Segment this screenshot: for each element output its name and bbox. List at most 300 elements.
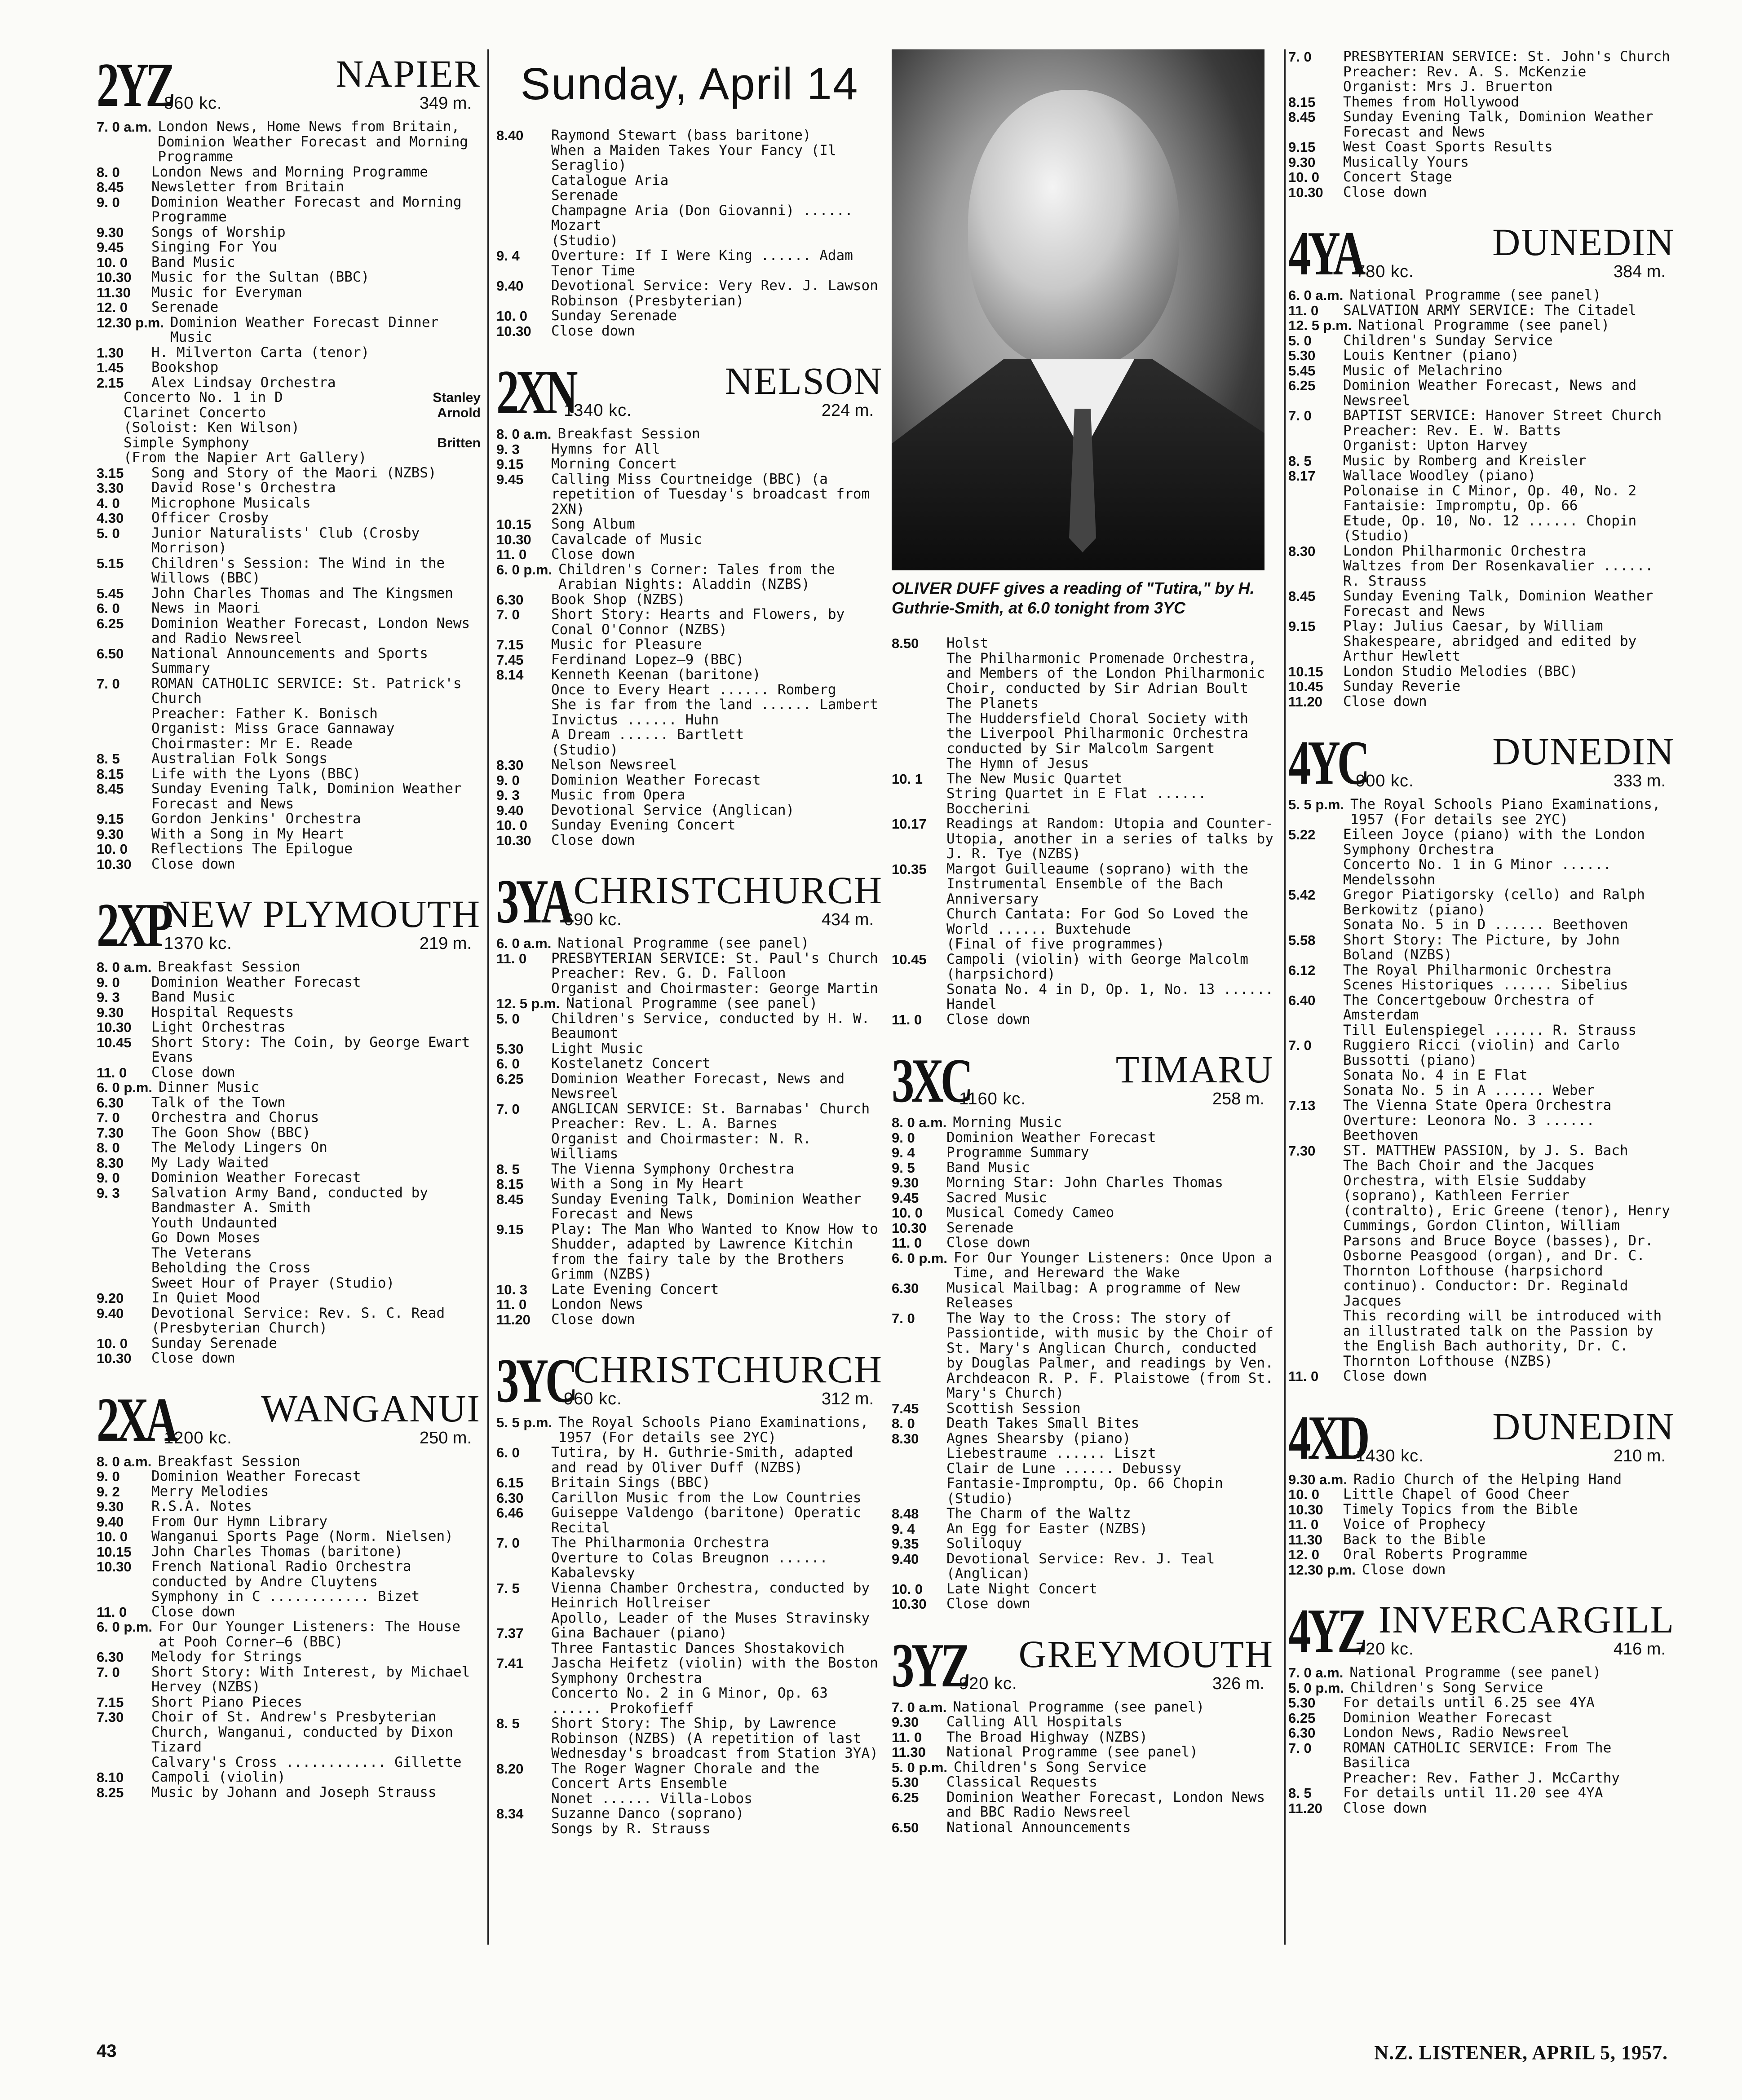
programme-item [97, 1291, 481, 1306]
programme-time: 8.20 [496, 1760, 524, 1777]
programme-title: Music for the Sultan (BBC) [151, 269, 370, 285]
programme-list [97, 1454, 481, 1800]
programme-item [1288, 140, 1675, 155]
programme-item [892, 952, 1273, 982]
programme-title: Preacher: Rev. L. A. Barnes [551, 1116, 778, 1132]
station-call-sign: 2XP [97, 891, 170, 960]
programme-item [496, 248, 883, 264]
programme-title: Play: The Man Who Wanted to Know How to Shudder, adapted by Lawrence Kitchin from the fairy tale by the Brothers Grimm (NZBS) [551, 1221, 878, 1282]
programme-item [496, 128, 883, 143]
programme-title: The Broad Highway (NZBS) [946, 1729, 1148, 1745]
station-call-sign: 3YZ [892, 1630, 968, 1700]
programme-title: BAPTIST SERVICE: Hanover Street Church [1343, 407, 1662, 424]
programme-item [1288, 1786, 1675, 1801]
programme-title: Concert Stage [1343, 169, 1452, 185]
programme-title: Singing For You [151, 239, 277, 255]
programme-time [1288, 499, 1343, 514]
programme-item [892, 756, 1273, 772]
programme-item [1288, 95, 1675, 110]
page-number: 43 [97, 2041, 117, 2061]
programme-time: 11.30 [1288, 1531, 1322, 1548]
programme-item [892, 1416, 1273, 1431]
programme-item [1288, 857, 1675, 887]
programme-item [1288, 1502, 1675, 1518]
programme-item [97, 225, 481, 240]
programme-title: Devotional Service: Very Rev. J. Lawson Robinson (Presbyterian) [551, 278, 878, 309]
station-greymouth [892, 1630, 1273, 1835]
programme-title: ST. MATTHEW PASSION, by J. S. Bach [1343, 1142, 1628, 1159]
programme-item [1288, 468, 1675, 484]
programme-item [1288, 963, 1675, 978]
station-wavelength: 219 m. [419, 934, 472, 953]
programme-item [1288, 514, 1675, 529]
programme-time [892, 651, 946, 697]
programme-time: 7. 0 [1288, 1740, 1312, 1756]
programme-time: 7. 0 [496, 1535, 520, 1551]
programme-item [97, 975, 481, 990]
programme-time [97, 1246, 151, 1261]
programme-item [496, 562, 883, 592]
programme-list [1288, 1665, 1675, 1816]
station-city: TIMARU [1115, 1048, 1273, 1091]
programme-title: Music for Pleasure [551, 636, 702, 653]
programme-title: Sunday Evening Talk, Dominion Weather Forecast and News [1343, 109, 1654, 140]
programme-item [1288, 454, 1675, 469]
programme-title: Preacher: Rev. A. S. McKenzie [1343, 63, 1587, 80]
programme-item [97, 1454, 481, 1469]
programme-item [97, 375, 481, 391]
programme-item [496, 324, 883, 339]
programme-time: 8.45 [496, 1191, 524, 1207]
programme-title: (Studio) [551, 232, 619, 249]
programme-item [496, 758, 883, 773]
station-wanganui [97, 1384, 481, 1800]
programme-item [892, 1522, 1273, 1537]
programme-item [892, 1715, 1273, 1730]
programme-item [1288, 1038, 1675, 1068]
programme-time: 4.30 [97, 510, 124, 526]
programme-time [496, 1551, 551, 1581]
programme-time: 7. 0 [97, 1110, 120, 1125]
programme-item [97, 165, 481, 180]
programme-title: Sonata No. 4 in E Flat [1343, 1067, 1528, 1083]
programme-item [97, 616, 481, 646]
programme-time: 8.25 [97, 1784, 124, 1800]
column-2 [496, 49, 883, 1854]
programme-title: The Philharmonic Promenade Orchestra, and Members of the London Philharmonic Choir, conducted by Sir Adrian Boult [946, 650, 1265, 697]
programme-title: Programme Summary [946, 1144, 1089, 1160]
programme-time: 9. 0 [97, 1170, 120, 1186]
programme-title: The Philharmonia Orchestra [551, 1535, 769, 1551]
programme-title: String Quartet in E Flat ...... Boccherini [946, 785, 1207, 817]
programme-time: 6.30 [1288, 1725, 1316, 1741]
station-wavelength: 312 m. [821, 1390, 874, 1408]
programme-time: 8.45 [1288, 588, 1316, 604]
programme-time: 9. 5 [892, 1160, 915, 1176]
programme-time [1288, 438, 1343, 454]
programme-item [1288, 318, 1675, 333]
programme-item [496, 1761, 883, 1791]
programme-time: 7. 5 [496, 1580, 520, 1596]
programme-title: Life with the Lyons (BBC) [151, 765, 361, 782]
programme-time: 8.30 [496, 757, 524, 773]
programme-title: Dominion Weather Forecast [946, 1129, 1156, 1146]
programme-time: 9.15 [1288, 139, 1316, 155]
programme-title: Close down [551, 1311, 635, 1328]
programme-title: Morning Music [953, 1114, 1062, 1130]
programme-item [892, 651, 1273, 697]
programme-item [496, 234, 883, 249]
programme-title: Light Orchestras [151, 1019, 286, 1035]
programme-item [97, 1140, 481, 1156]
programme-title: Orchestra and Chorus [151, 1109, 319, 1125]
portrait-face [968, 90, 1179, 368]
programme-title: National Programme (see panel) [1358, 317, 1610, 333]
programme-item [97, 1276, 481, 1291]
programme-time [892, 907, 946, 937]
programme-title: ANGLICAN SERVICE: St. Barnabas' Church [551, 1100, 870, 1117]
programme-title: Suzanne Danco (soprano) [551, 1805, 744, 1822]
programme-item [892, 1536, 1273, 1552]
station-header [97, 890, 481, 960]
programme-time: 10.30 [892, 1596, 927, 1612]
programme-time: 9.30 [97, 1004, 124, 1020]
programme-title: Ruggiero Ricci (violin) and Carlo Bussotti (piano) [1343, 1037, 1620, 1068]
programme-title: Short Story: The Picture, by John Boland (NZBS) [1343, 931, 1620, 963]
programme-item [1288, 1741, 1675, 1771]
programme-title: Serenade [151, 299, 219, 315]
programme-title: For Our Younger Listeners: Once Upon a Time, and Hereward the Wake [954, 1249, 1273, 1281]
programme-item [97, 119, 481, 165]
programme-time: 5.45 [97, 585, 124, 601]
programme-time [892, 711, 946, 757]
station-wavelength: 416 m. [1613, 1640, 1666, 1659]
programme-item [496, 264, 883, 279]
programme-item [1288, 1472, 1675, 1487]
programme-title: Polonaise in C Minor, Op. 40, No. 2 [1343, 482, 1637, 499]
station-frequency: 920 kc. [959, 1674, 1017, 1693]
station-header [496, 357, 883, 427]
programme-title: Musical Mailbag: A programme of New Releases [946, 1279, 1240, 1311]
programme-item [97, 1246, 481, 1261]
programme-title: Back to the Bible [1343, 1531, 1486, 1548]
programme-time: 7. 0 a.m. [97, 119, 152, 135]
station-city: NEW PLYMOUTH [162, 892, 481, 935]
programme-time: 11.20 [1288, 1800, 1322, 1816]
programme-title: Church Cantata: For God So Loved the World ...... Buxtehude [946, 906, 1248, 937]
programme-time [1288, 424, 1343, 439]
programme-time: 5.30 [892, 1774, 919, 1790]
programme-item [892, 786, 1273, 816]
programme-time [1288, 514, 1343, 529]
programme-time: 11. 0 [97, 1604, 127, 1620]
programme-time [1288, 484, 1343, 499]
programme-item [97, 300, 481, 315]
programme-title: Australian Folk Songs [151, 750, 327, 767]
programme-time: 7. 0 [97, 675, 120, 692]
programme-item [892, 907, 1273, 937]
programme-time: 9.15 [97, 811, 124, 827]
station-frequency: 960 kc. [564, 1390, 622, 1408]
programme-item [97, 1559, 481, 1589]
programme-time: 6.30 [97, 1094, 124, 1111]
programme-time: 6.50 [97, 645, 124, 662]
programme-title: Breakfast Session [158, 1453, 301, 1469]
programme-item [496, 1072, 883, 1102]
programme-title: National Programme (see panel) [566, 995, 818, 1011]
programme-title: Overture to Colas Breugnon ...... Kabalevsky [551, 1549, 828, 1581]
programme-item [1288, 79, 1675, 95]
programme-title: Oral Roberts Programme [1343, 1546, 1528, 1562]
programme-item [892, 1012, 1273, 1028]
station-frequency: 900 kc. [1356, 772, 1414, 790]
programme-item [496, 1491, 883, 1506]
programme-time: 8.14 [496, 667, 524, 683]
programme-item [1288, 1532, 1675, 1548]
programme-time [496, 188, 551, 203]
programme-title: Children's Sunday Service [1343, 332, 1553, 349]
programme-title: Vienna Chamber Orchestra, conducted by Heinrich Hollreiser [551, 1579, 870, 1611]
station-wavelength: 384 m. [1613, 262, 1666, 281]
programme-time: 10.45 [892, 951, 927, 967]
programme-time: 8. 5 [97, 751, 120, 767]
programme-item [1288, 408, 1675, 424]
programme-title: Gregor Piatigorsky (cello) and Ralph Berkowitz (piano) [1343, 887, 1645, 918]
programme-time: 5. 0 p.m. [892, 1759, 948, 1775]
station-napier-continued [496, 128, 883, 339]
programme-list [892, 1115, 1273, 1612]
programme-title: Overture: If I Were King ...... Adam [551, 247, 853, 264]
programme-item [892, 1745, 1273, 1760]
programme-item [496, 1716, 883, 1761]
programme-item [496, 1102, 883, 1117]
programme-item [892, 1552, 1273, 1582]
programme-title: Late Night Concert [946, 1580, 1097, 1597]
programme-item [892, 1790, 1273, 1820]
station-call-sign: 4YA [1288, 219, 1363, 288]
programme-title: Dinner Music [159, 1079, 260, 1095]
programme-title: Music by Romberg and Kreisler [1343, 452, 1587, 469]
programme-title: Band Music [946, 1159, 1030, 1176]
programme-item [892, 982, 1273, 1012]
station-nelson [496, 357, 883, 848]
station-header [496, 1345, 883, 1416]
programme-time: 10.30 [892, 1220, 927, 1236]
programme-title: London News, Home News from Britain, Dominion Weather Forecast and Morning Programme [158, 119, 468, 165]
station-header [496, 866, 883, 936]
station-city: WANGANUI [261, 1386, 481, 1430]
work-title: Simple Symphony [124, 434, 249, 451]
programme-time [892, 786, 946, 816]
programme-title: David Rose's Orchestra [151, 480, 336, 496]
programme-item [1288, 1665, 1675, 1681]
programme-time: 9.30 [1288, 154, 1316, 170]
programme-time: 6. 0 [97, 600, 120, 616]
programme-item [1288, 589, 1675, 619]
programme-item [97, 1770, 481, 1785]
programme-time: 4. 0 [97, 495, 120, 511]
programme-time: 12. 0 [1288, 1547, 1319, 1562]
programme-time: 9. 0 [97, 1469, 120, 1484]
station-greymouth-continued [1288, 49, 1675, 200]
programme-item [496, 951, 883, 966]
work-title: Concerto No. 1 in D [124, 389, 283, 406]
programme-title: Calling Miss Courtneidge (BBC) (a repetition of Tuesday's broadcast from 2XN) [551, 471, 870, 517]
programme-list [1288, 49, 1675, 200]
programme-item [496, 1041, 883, 1057]
station-city: INVERCARGILL [1378, 1598, 1675, 1641]
programme-time [1288, 1068, 1343, 1083]
programme-time: 6. 0 p.m. [892, 1250, 948, 1266]
programme-time: 10.30 [97, 269, 132, 285]
station-call-sign: 3YA [496, 867, 571, 936]
programme-time: 11. 0 [1288, 1368, 1319, 1384]
programme-title: Dominion Weather Forecast [151, 974, 361, 990]
programme-item [496, 728, 883, 743]
portrait-photo [892, 49, 1264, 570]
programme-item [496, 278, 883, 309]
programme-list [892, 636, 1273, 1027]
programme-title: Dominion Weather Forecast, London News and Radio Newsreel [151, 615, 470, 646]
programme-time: 9.40 [892, 1551, 919, 1567]
programme-title: Concerto No. 1 in G Minor ...... Mendelssohn [1343, 856, 1612, 888]
programme-item [97, 1216, 481, 1231]
programme-item [496, 1806, 883, 1822]
programme-time: 10. 3 [496, 1281, 527, 1297]
photo-caption: OLIVER DUFF gives a reading of "Tutira," by H. Guthrie-Smith, at 6.0 tonight from 3YC [892, 579, 1255, 617]
programme-title: Sunday Reverie [1343, 678, 1461, 694]
programme-item [1288, 1771, 1675, 1786]
programme-time: 9. 4 [496, 248, 520, 264]
programme-time: 5.58 [1288, 932, 1316, 948]
programme-time: 6.12 [1288, 962, 1316, 978]
station-wavelength: 258 m. [1212, 1090, 1264, 1108]
programme-time [892, 1491, 946, 1507]
programme-time: 8. 5 [1288, 1785, 1312, 1801]
programme-item [892, 1235, 1273, 1251]
programme-item [1288, 978, 1675, 993]
station-frequency: 860 kc. [164, 94, 222, 113]
programme-item [97, 1020, 481, 1035]
programme-title: Little Chapel of Good Cheer [1343, 1486, 1570, 1502]
station-timaru [892, 1045, 1273, 1612]
programme-title: French National Radio Orchestra conducted by Andre Cluytens [151, 1558, 411, 1590]
programme-time: 7. 0 [1288, 49, 1312, 65]
programme-title: Salvation Army Band, conducted by Bandmaster A. Smith [151, 1184, 428, 1216]
programme-item [97, 240, 481, 255]
programme-item [97, 676, 481, 706]
programme-title: An Egg for Easter (NZBS) [946, 1520, 1148, 1537]
programme-time [496, 203, 551, 234]
programme-time [496, 173, 551, 189]
programme-time: 12.30 p.m. [1288, 1562, 1356, 1578]
programme-title: Play: Julius Caesar, by William Shakespeare, abridged and edited by Arthur Hewlett [1343, 618, 1637, 664]
programme-item [97, 706, 481, 722]
programme-item [496, 1822, 883, 1837]
programme-item [1288, 887, 1675, 918]
programme-time: 9.30 [892, 1175, 919, 1191]
programme-title: Radio Church of the Helping Hand [1353, 1471, 1622, 1487]
programme-title: H. Milverton Carta (tenor) [151, 344, 370, 361]
programme-list [1288, 1472, 1675, 1578]
programme-time: 11. 0 [892, 1729, 922, 1745]
programme-item [97, 1156, 481, 1171]
programme-item [892, 1175, 1273, 1191]
programme-item [97, 496, 481, 511]
programme-item [1288, 1517, 1675, 1532]
programme-title: Hymns for All [551, 441, 660, 457]
programme-item [97, 466, 481, 481]
programme-title: With a Song in My Heart [551, 1176, 744, 1192]
programme-item [1288, 170, 1675, 185]
station-wavelength: 333 m. [1613, 772, 1666, 790]
programme-title: Close down [1343, 693, 1427, 710]
programme-item [496, 1535, 883, 1551]
programme-time [97, 1589, 151, 1605]
programme-time [496, 1132, 551, 1162]
programme-list [97, 960, 481, 1366]
programme-time: 9.40 [496, 802, 524, 818]
programme-item [496, 442, 883, 457]
programme-title: Choir of St. Andrew's Presbyterian Church, Wanganui, conducted by Dixon Tizard [151, 1709, 453, 1755]
programme-time: 10.30 [496, 832, 531, 848]
programme-item [97, 1170, 481, 1186]
programme-item [496, 607, 883, 637]
programme-time [496, 713, 551, 728]
programme-item [892, 1311, 1273, 1401]
programme-title: National Programme (see panel) [1349, 1664, 1601, 1681]
station-city: DUNEDIN [1492, 730, 1675, 773]
programme-time: 6.25 [1288, 1710, 1316, 1726]
station-wavelength: 434 m. [821, 910, 874, 929]
station-city: DUNEDIN [1492, 221, 1675, 264]
station-christchurch-3yc-continued [892, 636, 1273, 1027]
programme-title: Music for Everyman [151, 284, 302, 300]
programme-title: Devotional Service (Anglican) [551, 802, 795, 818]
programme-title: Light Music [551, 1040, 644, 1057]
programme-item [496, 517, 883, 532]
programme-time: 11. 0 [1288, 302, 1319, 318]
programme-title: Close down [1343, 184, 1427, 200]
programme-item [97, 601, 481, 616]
programme-time: 10.30 [1288, 184, 1323, 200]
programme-item [97, 751, 481, 767]
programme-item [1288, 664, 1675, 679]
programme-time [1288, 559, 1343, 589]
programme-title: Dominion Weather Forecast, News and Newsreel [551, 1070, 845, 1102]
programme-title: Microphone Musicals [151, 494, 311, 511]
programme-item [97, 255, 481, 270]
programme-time [892, 1461, 946, 1477]
programme-item [97, 1186, 481, 1216]
programme-item [892, 1160, 1273, 1176]
station-call-sign: 2XN [496, 357, 575, 427]
programme-time: 6.50 [892, 1819, 919, 1835]
programme-time: 9. 2 [97, 1483, 120, 1500]
programme-time: 10.30 [97, 1350, 132, 1366]
programme-time [496, 234, 551, 249]
programme-item [1288, 288, 1675, 303]
programme-item [1288, 484, 1675, 499]
programme-time [892, 1476, 946, 1491]
programme-item [97, 315, 481, 345]
programme-item [97, 556, 481, 586]
programme-time: 9. 3 [496, 441, 520, 457]
station-christchurch-3yc [496, 1345, 883, 1836]
programme-item [496, 1192, 883, 1222]
programme-title: Children's Song Service [954, 1759, 1147, 1775]
programme-time: 5.42 [1288, 887, 1316, 903]
